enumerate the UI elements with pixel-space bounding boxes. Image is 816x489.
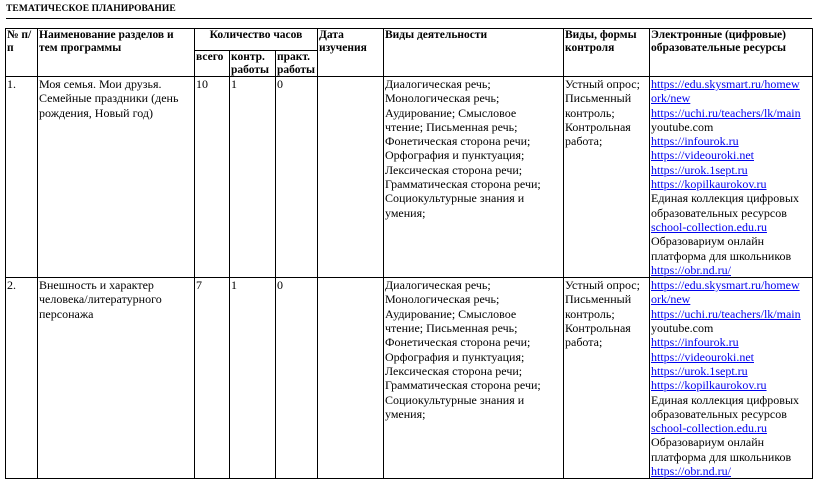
resource-link[interactable]: https://urok.1sept.ru <box>651 363 748 378</box>
activity-item: Орфография и пунктуация; <box>385 148 525 163</box>
header-activities: Виды деятельности <box>384 29 564 77</box>
resource-link[interactable]: https://infourok.ru <box>651 134 739 149</box>
table-row <box>6 77 813 278</box>
header-resources: Электронные (цифровые) образовательные ресурсы <box>650 29 813 77</box>
resource-link[interactable]: ork/new <box>651 91 691 106</box>
resource-link[interactable]: https://videouroki.net <box>651 148 754 163</box>
activity-item: Фонетическая сторона речи; <box>385 335 531 350</box>
header-num: № п/п <box>6 29 38 77</box>
row-control-forms <box>564 278 650 479</box>
resource-link[interactable]: https://infourok.ru <box>651 335 739 350</box>
row-num: 2. <box>6 278 38 479</box>
activity-item: чтение; Письменная речь; <box>385 119 518 134</box>
activity-item: Орфография и пунктуация; <box>385 349 525 364</box>
row-total-hours: 10 <box>195 77 230 278</box>
control-item: работа; <box>565 134 603 149</box>
activity-item: Социокультурные знания и <box>385 191 525 206</box>
row-resources <box>650 77 813 278</box>
resource-link[interactable]: https://kopilkaurokov.ru <box>651 378 767 393</box>
header-section: Наименование разделов и тем программы <box>38 29 195 77</box>
resource-link[interactable]: school-collection.edu.ru <box>651 219 767 234</box>
resource-text: Образовариум онлайн <box>651 234 765 249</box>
activity-item: Аудирование; Смысловое <box>385 105 517 120</box>
control-item: контроль; <box>565 105 615 120</box>
header-date: Дата изучения <box>318 29 384 77</box>
resource-text: youtube.com <box>651 321 714 336</box>
activity-item: Грамматическая сторона речи; <box>385 177 541 192</box>
header-row <box>6 29 813 51</box>
resource-text: платформа для школьников <box>651 248 792 263</box>
control-item: контроль; <box>565 306 615 321</box>
row-section: Внешность и характер человека/литературного персонажа <box>38 278 195 479</box>
activity-item: чтение; Письменная речь; <box>385 321 518 336</box>
control-item: Письменный <box>565 91 632 106</box>
resource-link[interactable]: https://kopilkaurokov.ru <box>651 177 767 192</box>
activity-item: Монологическая речь; <box>385 292 500 307</box>
activity-item: Фонетическая сторона речи; <box>385 134 531 149</box>
header-hours: Количество часов <box>195 29 318 51</box>
row-control-works: 1 <box>230 278 276 479</box>
resource-text: Образовариум онлайн <box>651 435 765 450</box>
resource-link[interactable]: https://uchi.ru/teachers/lk/main <box>651 105 801 120</box>
row-date <box>318 278 384 479</box>
row-num: 1. <box>6 77 38 278</box>
header-hours-practical: практ. работы <box>276 51 318 77</box>
row-activities <box>384 77 564 278</box>
resource-text: Единая коллекция цифровых <box>651 191 800 206</box>
planning-table <box>5 28 813 479</box>
resource-text: образовательных ресурсов <box>651 205 787 220</box>
resource-link[interactable]: https://obr.nd.ru/ <box>651 262 732 277</box>
table-row <box>6 278 813 479</box>
resource-text: Единая коллекция цифровых <box>651 392 800 407</box>
resource-link[interactable]: https://edu.skysmart.ru/homew <box>651 77 800 91</box>
resource-link[interactable]: https://uchi.ru/teachers/lk/main <box>651 306 801 321</box>
activity-item: Грамматическая сторона речи; <box>385 378 541 393</box>
resource-link[interactable]: ork/new <box>651 292 691 307</box>
row-activities <box>384 278 564 479</box>
control-item: работа; <box>565 335 603 350</box>
activity-item: Диалогическая речь; <box>385 77 491 91</box>
resource-text: youtube.com <box>651 119 714 134</box>
row-date <box>318 77 384 278</box>
resource-link[interactable]: https://urok.1sept.ru <box>651 162 748 177</box>
row-practical-works: 0 <box>276 278 318 479</box>
header-hours-total: всего <box>195 51 230 77</box>
row-practical-works: 0 <box>276 77 318 278</box>
page-title: ТЕМАТИЧЕСКОЕ ПЛАНИРОВАНИЕ <box>6 4 176 14</box>
activity-item: умения; <box>385 205 426 220</box>
activity-item: Аудирование; Смысловое <box>385 306 517 321</box>
activity-item: Лексическая сторона речи; <box>385 363 523 378</box>
row-total-hours: 7 <box>195 278 230 479</box>
activity-item: Социокультурные знания и <box>385 392 525 407</box>
control-item: Контрольная <box>565 119 631 134</box>
title-divider <box>6 18 812 19</box>
resource-link[interactable]: school-collection.edu.ru <box>651 421 767 436</box>
row-section: Моя семья. Мои друзья. Семейные праздники (день рождения, Новый год) <box>38 77 195 278</box>
row-control-forms <box>564 77 650 278</box>
row-control-works: 1 <box>230 77 276 278</box>
header-control: Виды, формы контроля <box>564 29 650 77</box>
resource-text: платформа для школьников <box>651 449 792 464</box>
resource-link[interactable]: https://edu.skysmart.ru/homew <box>651 278 800 293</box>
control-item: Контрольная <box>565 321 631 336</box>
resource-text: образовательных ресурсов <box>651 406 787 421</box>
row-resources <box>650 278 813 479</box>
activity-item: Диалогическая речь; <box>385 278 491 293</box>
activity-item: умения; <box>385 406 426 421</box>
resource-link[interactable]: https://videouroki.net <box>651 349 754 364</box>
activity-item: Монологическая речь; <box>385 91 500 106</box>
control-item: Устный опрос; <box>565 77 640 91</box>
activity-item: Лексическая сторона речи; <box>385 162 523 177</box>
resource-link[interactable]: https://obr.nd.ru/ <box>651 464 732 479</box>
header-hours-control: контр. работы <box>230 51 276 77</box>
control-item: Письменный <box>565 292 632 307</box>
control-item: Устный опрос; <box>565 278 640 293</box>
